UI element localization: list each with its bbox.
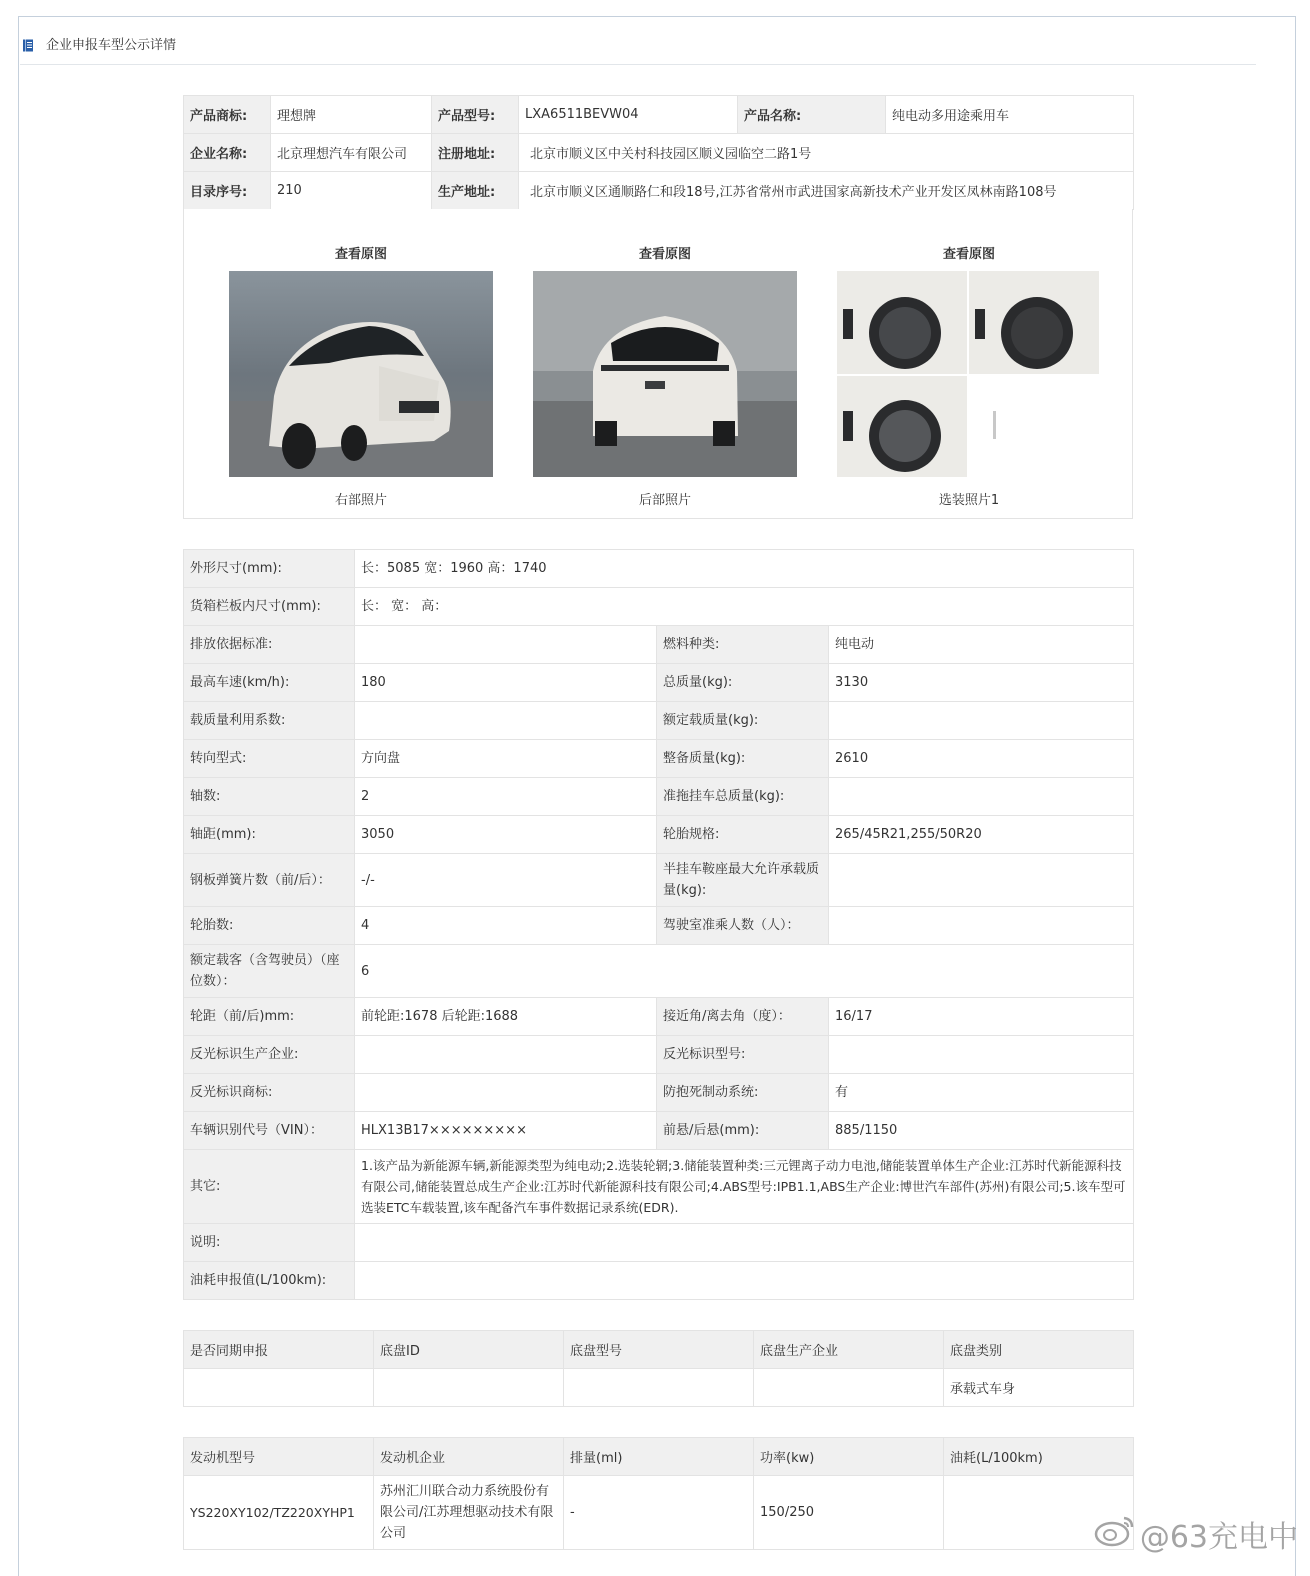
fuel-value: 纯电动 [829,626,1134,664]
watermark [1094,1512,1298,1556]
gross-value: 3130 [829,664,1134,702]
cargo-value: 长： 宽： 高： [355,588,1134,626]
other-value: 1.该产品为新能源车辆,新能源类型为纯电动;2.选装轮辋;3.储能装置种类:三元锂离子动力电池,储能装置单体生产企业:江苏时代新能源科技有限公司,储能装置总成生产企业:江苏时代新能源科技有限公司;4.ABS型号:IPB1.1,ABS生产企业:博世汽车部件(苏州)有限公司;5.该车型可选装ETC车载装置,该车配备汽车事件数据记录系统(EDR). [355,1150,1134,1224]
engine-header: 发动机企业 [374,1438,564,1476]
watermark-text: @63充电中 [1139,1520,1298,1555]
fuel-label: 燃料种类: [657,626,829,664]
photo-rear-image[interactable] [533,271,797,477]
engine-cell: 苏州汇川联合动力系统股份有限公司/江苏理想驱动技术有限公司 [374,1476,564,1550]
tires-label: 轮胎数: [184,907,355,945]
reflect-brand-label: 反光标识商标: [184,1074,355,1112]
vin-label: 车辆识别代号（VIN）： [184,1112,355,1150]
emission-value [355,626,657,664]
engine-header: 油耗(L/100km) [944,1438,1134,1476]
brand-value: 理想牌 [271,96,432,134]
tire-spec-value: 265/45R21,255/50R20 [829,816,1134,854]
view-original-link[interactable]: 查看原图 [334,247,387,262]
chassis-table [183,1330,1134,1407]
other-label: 其它: [184,1150,355,1224]
prod-address-label: 生产地址: [432,172,519,210]
steering-value: 方向盘 [355,740,657,778]
spring-value: -/- [355,854,657,907]
track-label: 轮距（前/后)mm: [184,998,355,1036]
product-name-label: 产品名称: [738,96,886,134]
cargo-label: 货箱栏板内尺寸(mm): [184,588,355,626]
company-label: 企业名称: [184,134,271,172]
tires-value: 4 [355,907,657,945]
cab-label: 驾驶室准乘人数（人）： [657,907,829,945]
product-name-value: 纯电动多用途乘用车 [886,96,1134,134]
load-coef-value [355,702,657,740]
emission-label: 排放依据标准: [184,626,355,664]
track-value: 前轮距:1678 后轮距:1688 [355,998,657,1036]
photo-section [183,209,1133,519]
engine-cell: - [564,1476,754,1550]
chassis-header: 底盘型号 [564,1331,754,1369]
model-label: 产品型号: [432,96,519,134]
vin-value: HLX13B17××××××××× [355,1112,657,1150]
chassis-cell [564,1369,754,1407]
brand-label: 产品商标: [184,96,271,134]
engine-header: 功率(kw) [754,1438,944,1476]
prod-address-value: 北京市顺义区通顺路仁和段18号,江苏省常州市武进国家高新技术产业开发区凤林南路108号 [519,172,1134,210]
chassis-header: 底盘ID [374,1331,564,1369]
photo-right-caption: 右部照片 [334,493,387,508]
rated-load-value [829,702,1134,740]
chassis-header: 底盘类别 [944,1331,1134,1369]
steering-label: 转向型式: [184,740,355,778]
specs-table [183,549,1134,1300]
gross-label: 总质量(kg): [657,664,829,702]
chassis-cell: 承载式车身 [944,1369,1134,1407]
axles-label: 轴数: [184,778,355,816]
photo-optional [837,245,1101,508]
engine-header: 发动机型号 [184,1438,374,1476]
speed-value: 180 [355,664,657,702]
abs-value: 有 [829,1074,1134,1112]
trailer-value [829,778,1134,816]
wheelbase-value: 3050 [355,816,657,854]
photo-rear [533,245,797,508]
tire-spec-label: 轮胎规格: [657,816,829,854]
engine-header: 排量(ml) [564,1438,754,1476]
curb-value: 2610 [829,740,1134,778]
angle-value: 16/17 [829,998,1134,1036]
dims-value: 长：5085 宽：1960 高：1740 [355,550,1134,588]
chassis-header: 是否同期申报 [184,1331,374,1369]
catalog-value: 210 [271,172,432,210]
engine-table [183,1437,1134,1550]
view-original-link[interactable]: 查看原图 [638,247,691,262]
engine-cell: 150/250 [754,1476,944,1550]
consumption-value [355,1262,1134,1300]
saddle-value [829,854,1134,907]
curb-label: 整备质量(kg): [657,740,829,778]
reflect-model-value [829,1036,1134,1074]
chassis-cell [754,1369,944,1407]
note-value [355,1224,1134,1262]
reflect-company-value [355,1036,657,1074]
engine-cell: YS220XY102/TZ220XYHP1 [184,1476,374,1550]
note-label: 说明: [184,1224,355,1262]
overhang-value: 885/1150 [829,1112,1134,1150]
spring-label: 钢板弹簧片数（前/后）： [184,854,355,907]
overhang-label: 前悬/后悬(mm): [657,1112,829,1150]
chassis-cell [184,1369,374,1407]
view-original-link[interactable]: 查看原图 [942,247,995,262]
trailer-label: 准拖挂车总质量(kg): [657,778,829,816]
chassis-cell [374,1369,564,1407]
angle-label: 接近角/离去角（度）： [657,998,829,1036]
wheelbase-label: 轴距(mm): [184,816,355,854]
photo-rear-caption: 后部照片 [638,493,691,508]
photo-right [229,245,493,508]
photo-right-image[interactable] [229,271,493,477]
dims-label: 外形尺寸(mm): [184,550,355,588]
page-title: 企业申报车型公示详情 [46,37,177,53]
reflect-model-label: 反光标识型号: [657,1036,829,1074]
saddle-label: 半挂车鞍座最大允许承载质量(kg): [657,854,829,907]
seats-label: 额定载客（含驾驶员）（座位数）： [184,945,355,998]
page-header [20,22,1256,65]
weibo-icon [1094,1513,1136,1555]
photo-optional-image[interactable] [837,271,1101,477]
speed-label: 最高车速(km/h): [184,664,355,702]
consumption-label: 油耗申报值(L/100km): [184,1262,355,1300]
model-value: LXA6511BEVW04 [519,96,738,134]
cab-value [829,907,1134,945]
rated-load-label: 额定载质量(kg): [657,702,829,740]
reg-address-value: 北京市顺义区中关村科技园区顺义园临空二路1号 [519,134,1134,172]
chassis-header: 底盘生产企业 [754,1331,944,1369]
reflect-brand-value [355,1074,657,1112]
company-value: 北京理想汽车有限公司 [271,134,432,172]
axles-value: 2 [355,778,657,816]
book-icon [22,37,34,50]
load-coef-label: 载质量利用系数: [184,702,355,740]
reflect-company-label: 反光标识生产企业: [184,1036,355,1074]
seats-value: 6 [355,945,1134,998]
catalog-label: 目录序号: [184,172,271,210]
abs-label: 防抱死制动系统: [657,1074,829,1112]
basic-info-table [183,95,1134,210]
photo-optional-caption: 选装照片1 [938,493,1000,508]
reg-address-label: 注册地址: [432,134,519,172]
